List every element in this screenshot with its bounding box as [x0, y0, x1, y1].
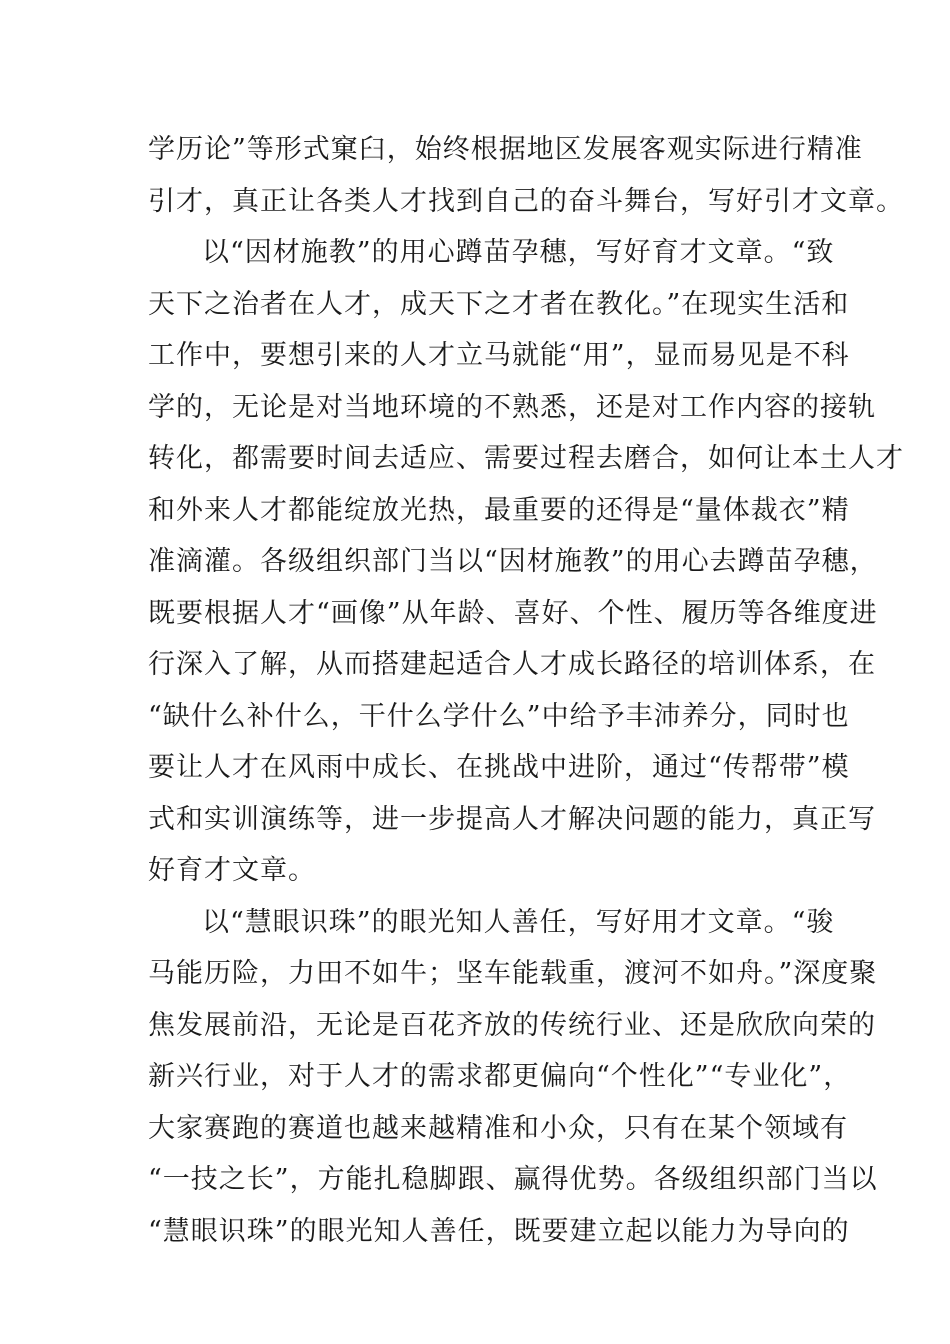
text-line: 好育才文章。: [148, 855, 316, 886]
text-line: 焦发展前沿，无论是百花齐放的传统行业、还是欣欣向荣的: [148, 1009, 876, 1041]
text-line: 工作中，要想引来的人才立马就能“用”，显而易见是不科: [148, 340, 850, 371]
text-line: “一技之长”，方能扎稳脚跟、赢得优势。各级组织部门当以: [148, 1164, 878, 1195]
text-line: 和外来人才都能绽放光热，最重要的还得是“量体裁衣”精: [148, 494, 850, 526]
text-line: 式和实训演练等，进一步提高人才解决问题的能力，真正写: [148, 803, 876, 835]
text-line: 引才，真正让各类人才找到自己的奋斗舞台，写好引才文章。: [148, 185, 904, 217]
text-line: 学历论”等形式窠臼，始终根据地区发展客观实际进行精准: [148, 134, 863, 165]
text-line: 要让人才在风雨中成长、在挑战中进阶，通过“传帮带”模: [148, 752, 850, 783]
text-line: 学的，无论是对当地环境的不熟悉，还是对工作内容的接轨: [148, 391, 876, 423]
text-line: 新兴行业，对于人才的需求都更偏向“个性化”“专业化”，: [148, 1061, 852, 1092]
paragraph-first-line: 以“因材施教”的用心蹲苗孕穗，写好育才文章。“致: [202, 237, 835, 268]
text-line: 行深入了解，从而搭建起适合人才成长路径的培训体系，在: [148, 649, 876, 680]
text-line: 转化，都需要时间去适应、需要过程去磨合，如何让本土人才: [148, 443, 904, 474]
text-line: 马能历险，力田不如牛；坚车能载重，渡河不如舟。”深度聚: [148, 958, 878, 989]
text-line: 大家赛跑的赛道也越来越精准和小众，只有在某个领域有: [148, 1112, 848, 1144]
text-line: 准滴灌。各级组织部门当以“因材施教”的用心去蹲苗孕穗，: [148, 546, 878, 577]
text-line: “慧眼识珠”的眼光知人善任，既要建立起以能力为导向的: [148, 1215, 850, 1247]
text-line: 天下之治者在人才，成天下之才者在教化。”在现实生活和: [148, 288, 850, 320]
paragraph-first-line: 以“慧眼识珠”的眼光知人善任，写好用才文章。“骏: [202, 906, 835, 938]
text-line: “缺什么补什么，干什么学什么”中给予丰沛养分，同时也: [148, 700, 850, 732]
document-body: [148, 124, 904, 1257]
text-line: 既要根据人才“画像”从年龄、喜好、个性、履历等各维度进: [148, 597, 878, 629]
